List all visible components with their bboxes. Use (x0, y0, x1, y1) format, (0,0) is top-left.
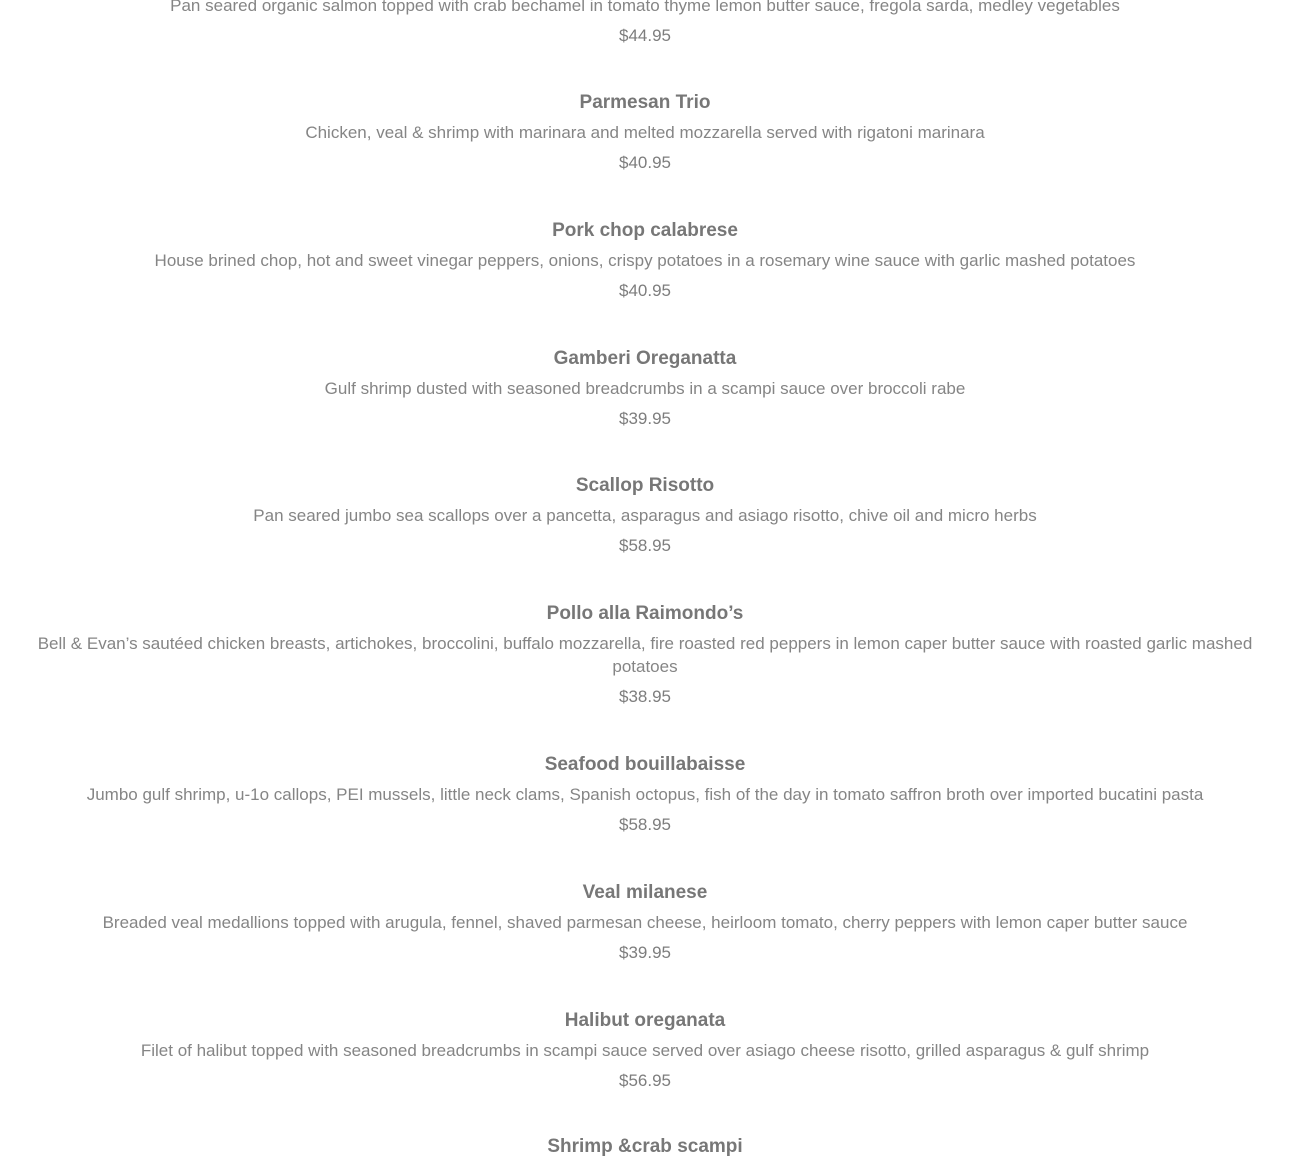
menu-item-price: $44.95 (619, 26, 671, 45)
menu-item (24, 753, 1266, 836)
menu-item-price: $40.95 (619, 281, 671, 300)
menu-item-name: Halibut oreganata (564, 1010, 726, 1031)
menu-item-name: Pollo alla Raimondo’s (546, 603, 744, 624)
menu-item-description: Chicken, veal & shrimp with marinara and melted mozzarella served with rigatoni marinara (305, 123, 985, 142)
menu-item (24, 347, 1266, 430)
menu-item-description: Jumbo gulf shrimp, u-1o callops, PEI mussels, little neck clams, Spanish octopus, fish of the day in tomato saffron broth over imported bucatini pasta (86, 785, 1204, 804)
menu-item-price: $39.95 (619, 409, 671, 428)
menu-item-price: $58.95 (619, 815, 671, 834)
menu-item (24, 1135, 1266, 1159)
menu-item-price: $58.95 (619, 536, 671, 555)
menu-item (24, 881, 1266, 964)
menu-item (24, 474, 1266, 557)
menu-item-name: Shrimp &crab scampi (547, 1136, 743, 1157)
menu-item-name: Parmesan Trio (579, 92, 711, 113)
menu-item-name: Veal milanese (582, 882, 708, 903)
menu-item (24, 1009, 1266, 1092)
menu-item-description: Bell & Evan’s sautéed chicken breasts, artichokes, broccolini, buffalo mozzarella, fire roasted red peppers in lemon caper butter sauce with roasted garlic mashed potatoes (37, 634, 1253, 676)
menu-item-description: House brined chop, hot and sweet vinegar peppers, onions, crispy potatoes in a rosemary wine sauce with garlic mashed potatoes (154, 251, 1136, 270)
menu-item (24, 602, 1266, 708)
menu-item-name: Scallop Risotto (575, 475, 715, 496)
menu-item-name: Seafood bouillabaisse (544, 754, 746, 775)
menu-item-description: Pan seared jumbo sea scallops over a pancetta, asparagus and asiago risotto, chive oil and micro herbs (253, 506, 1037, 525)
menu-item-name: Pork chop calabrese (552, 220, 738, 241)
menu-item-name: Gamberi Oreganatta (553, 348, 737, 369)
menu-item-description: Breaded veal medallions topped with arugula, fennel, shaved parmesan cheese, heirloom tomato, cherry peppers with lemon caper butter sauce (102, 913, 1188, 932)
menu-item (24, 219, 1266, 302)
menu-item-description: Gulf shrimp dusted with seasoned breadcrumbs in a scampi sauce over broccoli rabe (324, 379, 966, 398)
menu-item-price: $56.95 (619, 1071, 671, 1090)
menu-item-price: $38.95 (619, 687, 671, 706)
menu-item-description: Filet of halibut topped with seasoned breadcrumbs in scampi sauce served over asiago cheese risotto, grilled asparagus & gulf shrimp (140, 1041, 1150, 1060)
menu-item-description: Pan seared organic salmon topped with crab bechamel in tomato thyme lemon butter sauce, fregola sarda, medley vegetables (170, 0, 1120, 15)
menu-item (24, 91, 1266, 174)
menu-item-price: $39.95 (619, 943, 671, 962)
menu-item (24, 0, 1266, 47)
menu-item-price: $40.95 (619, 153, 671, 172)
